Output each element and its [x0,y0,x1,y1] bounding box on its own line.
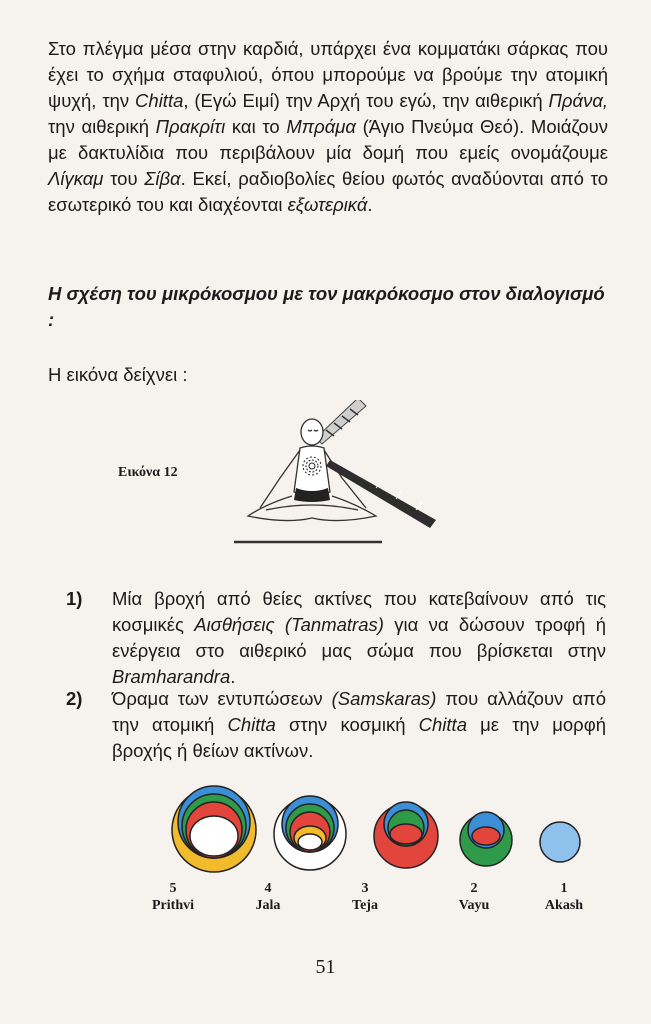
text-run: που αλλάζουν από την ατομική [112,688,606,735]
page-number: 51 [315,956,336,978]
text-run: την αιθερική [48,116,156,137]
text-run: του [103,168,145,189]
element-label-prithvi [133,880,213,914]
text-run: και το [225,116,287,137]
list-text [112,686,606,764]
element-name: Akash [544,898,584,913]
element-name: Prithvi [152,898,194,913]
term-chitta: Chitta [418,714,467,735]
text-run: με την μορφή βροχής ή θείων ακτίνων. [112,714,606,761]
elements-diagram [160,778,600,874]
term-prana: Πράνα, [548,90,609,111]
term-tanmatras: Αισθήσεις (Tanmatras) [194,614,384,635]
term-bramharandra: Bramharandra [112,666,231,687]
text-run: , (Εγώ Ειμί) την Αρχή του εγώ, την αιθερική [183,90,549,111]
element-label-vayu [434,880,514,914]
element-number: 5 [169,881,177,896]
element-label-jala [228,880,308,914]
rays-beam [316,400,366,444]
text-run: . [230,666,236,687]
section-heading: Η σχέση του μικρόκοσμου με τον μακρόκοσμο στον διαλογισμό : [48,283,605,330]
term-samskaras: (Samskaras) [331,688,437,709]
element-number: 1 [560,881,568,896]
term-brahma: Μπράμα [286,116,356,137]
circle-prithvi [172,786,256,872]
figure-label: Εικόνα 12 [118,465,178,480]
term-chitta: Chitta [227,714,276,735]
text-run: . [367,194,373,215]
circle-vayu [460,812,512,866]
element-label-akash [524,880,604,914]
intro-paragraph [48,36,608,218]
element-label-teja [325,880,405,914]
text-run: στην κοσμική [275,714,419,735]
text-run: . Εκεί, ραδιοβολίες θείου φωτός αναδύονται από το εσωτερικό του και διαχέονται [48,168,609,215]
circle-akash [540,822,580,862]
list-text [112,586,606,690]
text-run: (Άγιο Πνεύμα Θεό). Μοιάζουν με δακτυλίδια που περιβάλουν μία δομή που εμείς ονομάζουμε [48,116,608,163]
text-run: Μία βροχή από θείες ακτίνες που κατεβαίνουν από τις κοσμικές [112,588,606,635]
circle-jala [274,796,346,870]
circle-teja [374,802,438,868]
element-name: Vayu [458,898,490,913]
element-number: 3 [361,881,369,896]
term-chitta: Chitta [135,90,184,111]
figure-intro: Η εικόνα δείχνει : [48,364,188,385]
heart-beam [326,460,436,528]
element-name: Teja [352,898,378,913]
element-number: 4 [264,881,272,896]
list-item-2 [66,686,606,766]
term-prakriti: Πρακρίτι [155,116,226,137]
term-shiva: Σίβα [144,168,181,189]
list-number: 2) [66,688,83,709]
text-run: Στο πλέγμα μέσα στην καρδιά, υπάρχει ένα κομματάκι σάρκας που έχει το σχήμα σταφυλιού, όπου μπορούμε να βρούμε την ατομική ψυχή, την [48,38,608,111]
meditating-figure-illustration [226,400,456,550]
term-outward: εξωτερικά [287,194,368,215]
term-lingam: Λίγκαμ [48,168,104,189]
element-name: Jala [255,898,281,913]
list-number: 1) [66,588,83,609]
element-number: 2 [470,881,478,896]
text-run: Όραμα των εντυπώσεων [112,688,332,709]
text-run: για να δώσουν τροφή ή ενέργεια στο αιθερικό μας σώμα που βρίσκεται στην [112,614,606,661]
list-item-1 [66,586,606,687]
